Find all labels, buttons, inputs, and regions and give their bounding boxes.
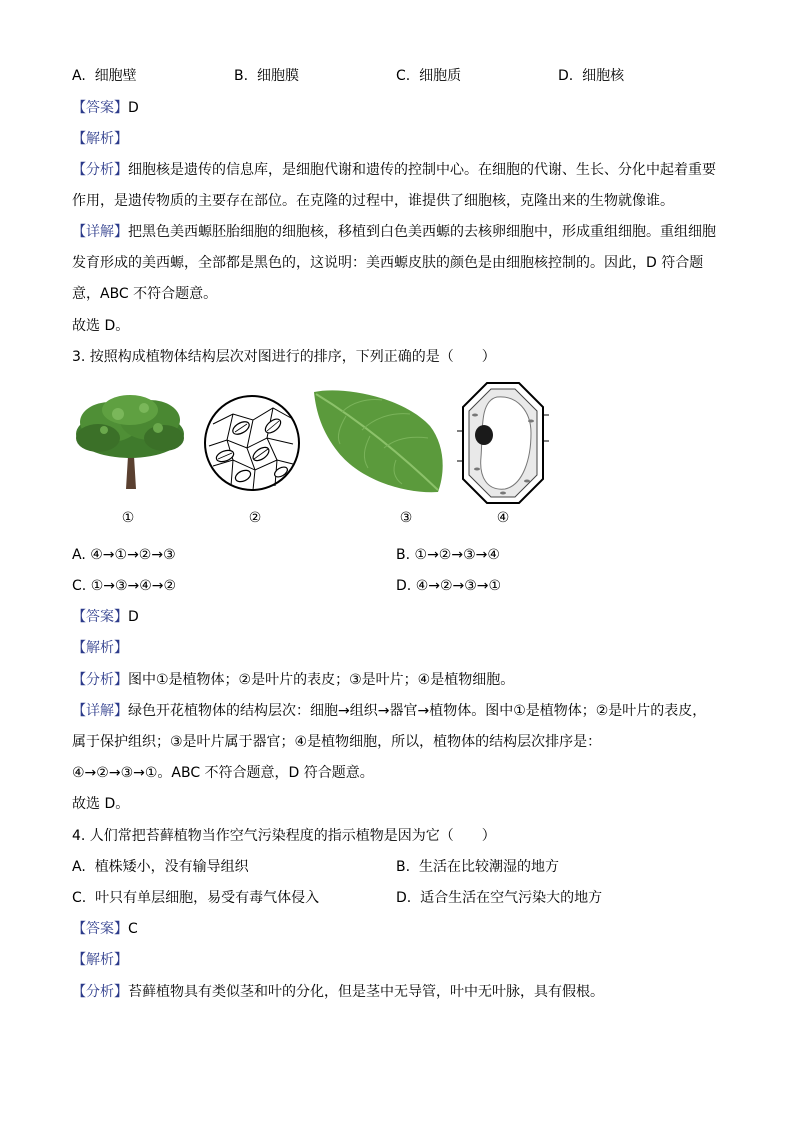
question-stem: 3. 按照构成植物体结构层次对图进行的排序，下列正确的是（ ） [72,349,496,365]
option-letter: A. [72,547,86,563]
q4-fenxi [72,982,604,1002]
q3-option-d [396,576,501,596]
q3-stem [72,347,496,367]
choose-text: 故选 D。 [72,318,130,334]
q4-analysis [72,950,128,970]
q3-xiangjie-line-1 [72,701,706,721]
q2-fenxi-line-1 [72,160,716,180]
xiangjie-tag: 【详解】 [72,703,128,719]
option-text: 细胞质 [419,68,462,84]
option-letter: B. [396,859,411,875]
xiangjie-text: ④→②→③→①。ABC 不符合题意，D 符合题意。 [72,765,374,781]
q4-option-c [72,888,319,908]
option-letter: C. [72,578,87,594]
q3-choose [72,794,129,814]
figure-label-3: ③ [399,510,413,526]
option-letter: D. [396,890,412,906]
fenxi-text: 细胞核是遗传的信息库，是细胞代谢和遗传的控制中心。在细胞的代谢、生长、分化中起着重要 [128,162,716,178]
q3-fenxi [72,670,514,690]
xiangjie-text: 发育形成的美西螈，全部都是黑色的，这说明：美西螈皮肤的颜色是由细胞核控制的。因此，D 符合题 [72,255,704,271]
option-letter: C. [72,890,87,906]
answer-value: D [128,100,139,116]
q2-xiangjie-line-2 [72,253,703,273]
leaf-image [312,386,446,496]
q2-xiangjie-line-1 [72,222,716,242]
analysis-tag: 【解析】 [72,131,128,147]
option-text: ①→③→④→② [90,578,177,594]
fenxi-text: 图中①是植物体；②是叶片的表皮；③是叶片；④是植物细胞。 [128,672,515,688]
xiangjie-text: 属于保护组织；③是叶片属于器官；④是植物细胞，所以，植物体的结构层次排序是： [72,734,602,750]
option-text: 细胞膜 [256,68,299,84]
q2-option-a [72,66,137,86]
q2-choose [72,316,129,336]
option-text: 叶只有单层细胞，易受有毒气体侵入 [95,890,320,906]
option-text: 生活在比较潮湿的地方 [418,859,559,875]
answer-tag: 【答案】 [72,100,128,116]
figure-label-1: ① [121,510,135,526]
xiangjie-text: 绿色开花植物体的结构层次：细胞→组织→器官→植物体。图中①是植物体；②是叶片的表皮， [128,703,707,719]
answer-value: D [128,609,139,625]
option-text: 细胞壁 [94,68,137,84]
question-stem: 4. 人们常把苔藓植物当作空气污染程度的指示植物是因为它（ ） [72,828,496,844]
fenxi-text: 苔藓植物具有类似茎和叶的分化，但是茎中无导管，叶中无叶脉，具有假根。 [128,984,604,1000]
figure-label-4: ④ [496,510,510,526]
q2-xiangjie-line-3 [72,284,217,304]
q3-answer [72,607,139,627]
choose-text: 故选 D。 [72,796,130,812]
q3-analysis [72,638,128,658]
q3-xiangjie-line-2 [72,732,601,752]
fenxi-tag: 【分析】 [72,672,128,688]
option-letter: C. [396,68,411,84]
fenxi-tag: 【分析】 [72,984,128,1000]
option-letter: B. [396,547,411,563]
analysis-tag: 【解析】 [72,640,128,656]
xiangjie-text: 意，ABC 不符合题意。 [72,286,218,302]
xiangjie-tag: 【详解】 [72,224,128,240]
fenxi-text: 作用，是遗传物质的主要存在部位。在克隆的过程中，谁提供了细胞核，克隆出来的生物就像谁。 [72,193,674,209]
q2-analysis [72,129,128,149]
option-text: ①→②→③→④ [414,547,500,563]
q3-option-b [396,545,500,565]
fenxi-tag: 【分析】 [72,162,128,178]
q2-option-d [558,66,624,86]
option-text: ④→②→③→① [415,578,502,594]
answer-value: C [128,921,138,937]
option-text: 植株矮小，没有输导组织 [94,859,249,875]
q3-option-c [72,576,176,596]
plant-cell-image [457,381,549,505]
q2-option-b [234,66,299,86]
xiangjie-text: 把黑色美西螈胚胎细胞的细胞核，移植到白色美西螈的去核卵细胞中，形成重组细胞。重组细胞 [128,224,716,240]
option-text: ④→①→②→③ [90,547,176,563]
q3-option-a [72,545,176,565]
option-letter: A. [72,68,86,84]
leaf-epidermis-image [203,394,301,492]
figure-label-2: ② [248,510,262,526]
analysis-tag: 【解析】 [72,952,128,968]
option-letter: A. [72,859,86,875]
q4-answer [72,919,138,939]
q3-xiangjie-line-3 [72,763,374,783]
tree-image [74,394,186,490]
option-letter: D. [396,578,412,594]
q4-option-d [396,888,602,908]
q2-fenxi-line-2 [72,191,674,211]
q4-option-a [72,857,249,877]
q2-option-c [396,66,461,86]
answer-tag: 【答案】 [72,921,128,937]
q4-stem [72,826,496,846]
q2-answer [72,98,139,118]
option-text: 细胞核 [582,68,625,84]
option-letter: B. [234,68,249,84]
option-letter: D. [558,68,574,84]
option-text: 适合生活在空气污染大的地方 [420,890,603,906]
q4-option-b [396,857,559,877]
answer-tag: 【答案】 [72,609,128,625]
